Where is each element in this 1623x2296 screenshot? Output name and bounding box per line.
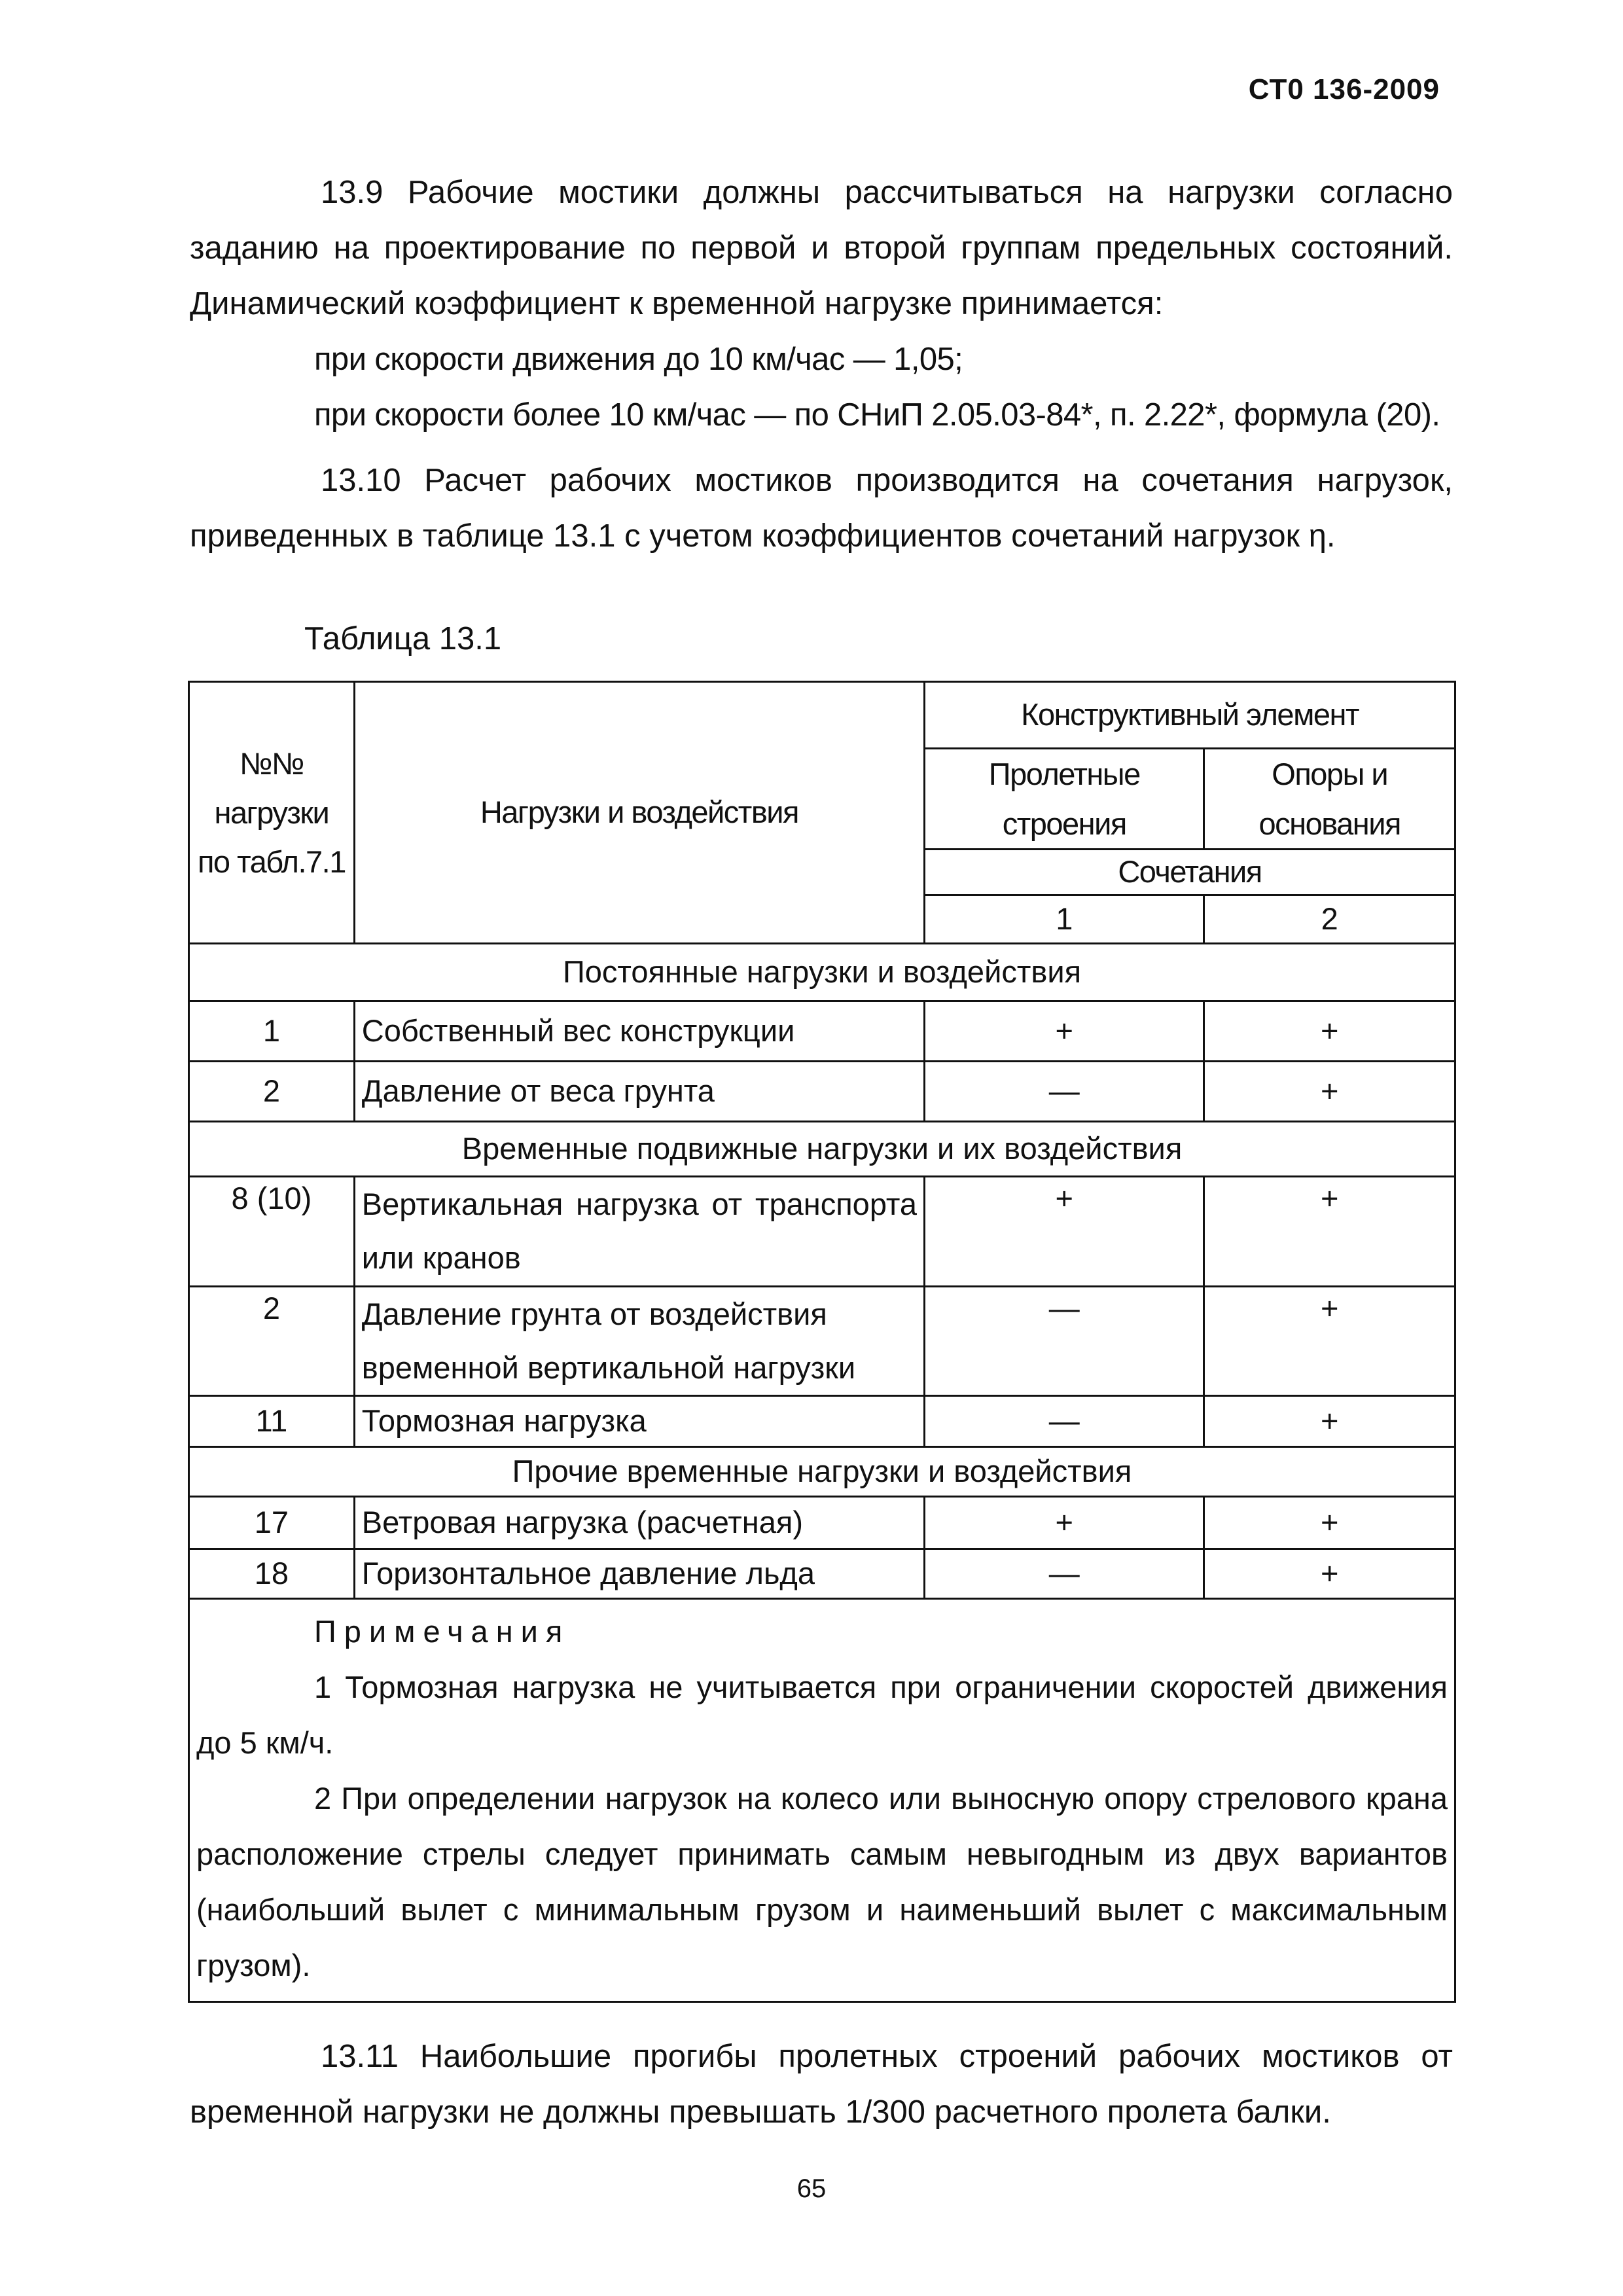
- header-combinations: Сочетания: [925, 850, 1455, 895]
- section-13-11: [190, 2029, 1453, 2140]
- load-number: 2: [189, 1286, 355, 1396]
- section-13-9-text: 13.9 Рабочие мостики должны рассчитываться на нагрузки согласно заданию на проектирование по первой и второй группам предельных состояний. Динамический коэффициент к временной нагрузке принимается:: [190, 175, 1453, 321]
- table-row: [189, 1001, 1455, 1062]
- header-load-number: №№ нагрузки по табл.7.1: [189, 682, 355, 944]
- load-number: 2: [189, 1062, 355, 1122]
- load-number: 8 (10): [189, 1177, 355, 1287]
- header-spans: Пролетные строения: [925, 749, 1204, 850]
- combination-1-value: —: [925, 1286, 1204, 1396]
- table-notes: [189, 1599, 1455, 2002]
- combination-1-value: —: [925, 1549, 1204, 1599]
- combination-2-value: +: [1204, 1549, 1455, 1599]
- load-number: 11: [189, 1396, 355, 1447]
- combination-2-value: +: [1204, 1062, 1455, 1122]
- combination-1-value: +: [925, 1177, 1204, 1287]
- combination-2-value: +: [1204, 1001, 1455, 1062]
- load-name: Ветровая нагрузка (расчетная): [354, 1497, 924, 1549]
- group-other-temporary-loads: Прочие временные нагрузки и воздействия: [189, 1447, 1455, 1497]
- header-combination-1: 1: [925, 895, 1204, 944]
- combination-2-value: +: [1204, 1177, 1455, 1287]
- header-combination-2: 2: [1204, 895, 1455, 944]
- header-loads: Нагрузки и воздействия: [354, 682, 924, 944]
- dynamic-coefficient-item-2: при скорости более 10 км/час — по СНиП 2.05.03-84*, п. 2.22*, формула (20).: [314, 397, 1440, 433]
- group-permanent-loads: Постоянные нагрузки и воздействия: [189, 944, 1455, 1001]
- load-name: Вертикальная нагрузка от транспорта или кранов: [354, 1177, 924, 1287]
- document-code: СТ0 136-2009: [1248, 73, 1440, 105]
- load-number: 1: [189, 1001, 355, 1062]
- section-13-9: [190, 165, 1453, 443]
- combination-2-value: +: [1204, 1286, 1455, 1396]
- note-2: 2 При определении нагрузок на колесо или выносную опору стрелового крана расположение стрелы следует принимать самым невыгодным из двух вариантов (наибольший вылет с минимальным грузом и наименьший вылет с максимальным грузом).: [196, 1781, 1448, 1982]
- table-row: [189, 1177, 1455, 1287]
- combination-1-value: —: [925, 1062, 1204, 1122]
- combination-1-value: +: [925, 1001, 1204, 1062]
- table-row: [189, 1286, 1455, 1396]
- notes-title: Примечания: [314, 1614, 571, 1649]
- page-number: 65: [796, 2174, 827, 2203]
- combination-2-value: +: [1204, 1497, 1455, 1549]
- header-supports: Опоры и основания: [1204, 749, 1455, 850]
- table-row: [189, 1497, 1455, 1549]
- section-13-11-text: 13.11 Наибольшие прогибы пролетных строений рабочих мостиков от временной нагрузки не должны превышать 1/300 расчетного пролета балки.: [190, 2039, 1453, 2130]
- load-name: Горизонтальное давление льда: [354, 1549, 924, 1599]
- load-name: Давление от веса грунта: [354, 1062, 924, 1122]
- group-temporary-moving-loads: Временные подвижные нагрузки и их воздействия: [189, 1122, 1455, 1177]
- load-name: Давление грунта от воздействия временной вертикальной нагрузки: [354, 1286, 924, 1396]
- header-structural-element: Конструктивный элемент: [925, 682, 1455, 749]
- table-row: [189, 1396, 1455, 1447]
- note-1: 1 Тормозная нагрузка не учитывается при ограничении скоростей движения до 5 км/ч.: [196, 1670, 1448, 1760]
- loads-table: [188, 681, 1456, 2003]
- combination-1-value: —: [925, 1396, 1204, 1447]
- load-number: 17: [189, 1497, 355, 1549]
- table-row: [189, 1549, 1455, 1599]
- dynamic-coefficient-item-1: при скорости движения до 10 км/час — 1,05;: [314, 342, 963, 377]
- section-13-10-text: 13.10 Расчет рабочих мостиков производится на сочетания нагрузок, приведенных в таблице 13.1 с учетом коэффициентов сочетаний нагрузок η.: [190, 463, 1453, 554]
- load-name: Тормозная нагрузка: [354, 1396, 924, 1447]
- combination-2-value: +: [1204, 1396, 1455, 1447]
- section-13-10: [190, 453, 1453, 564]
- combination-1-value: +: [925, 1497, 1204, 1549]
- table-caption: Таблица 13.1: [304, 621, 502, 656]
- load-number: 18: [189, 1549, 355, 1599]
- load-name: Собственный вес конструкции: [354, 1001, 924, 1062]
- table-row: [189, 1062, 1455, 1122]
